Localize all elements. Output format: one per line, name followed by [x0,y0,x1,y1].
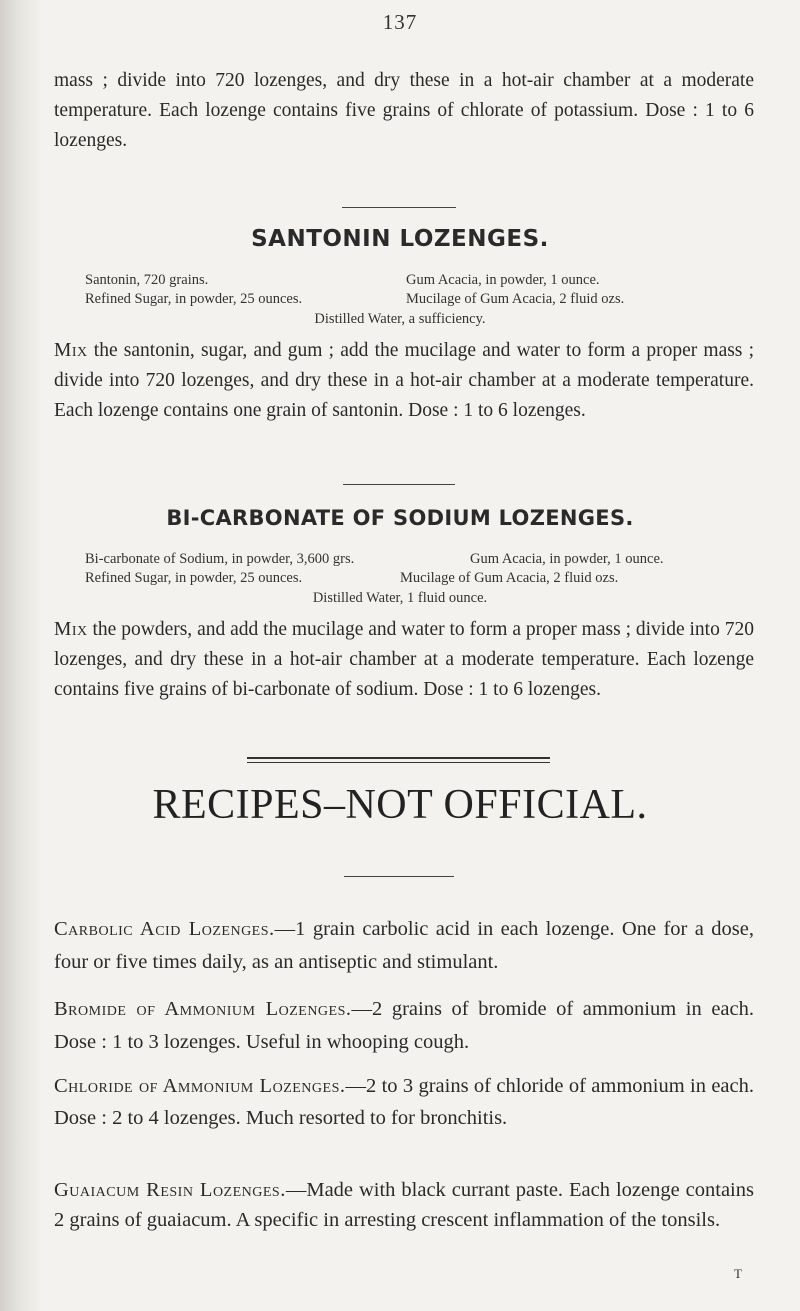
santonin-heading: SANTONIN LOZENGES. [251,226,549,252]
recipe-name: Bromide of Ammonium Lozenges. [54,998,352,1020]
recipe-text: —1 grain carbolic acid in each lozenge. One for a dose, four or five times daily, as an antiseptic and stimulant. [54,918,755,973]
page-number: 137 [382,10,418,34]
recipe-entry-carbolic [54,913,754,979]
santonin-ingredient: Distilled Water, a sufficiency. [314,311,486,327]
page-binding-shadow [0,0,42,1311]
double-rule-bottom [247,762,550,763]
recipe-name: Guaiacum Resin Lozenges. [54,1179,286,1201]
recipe-entry-guaiacum [54,1175,754,1235]
divider-rule [343,484,455,485]
method-text: the powders, and add the mucilage and water to form a proper mass ; divide into 720 lozenges, and dry these in a hot-air chamber at a moderate temperature. Each lozenge contains five grains of bi-carbonate of sodium. Dose : 1 to 6 lozenges. [54,619,754,700]
santonin-ingredient: Gum Acacia, in powder, 1 ounce. [406,272,600,288]
signature-mark: T [734,1266,742,1281]
bicarbonate-ingredient: Mucilage of Gum Acacia, 2 fluid ozs. [400,570,619,586]
method-text: the santonin, sugar, and gum ; add the mucilage and water to form a proper mass ; divide into 720 lozenges, and dry these in a hot-air chamber at a moderate temperature. Each lozenge contains one grain of santonin. Dose : 1 to 6 lozenges. [54,340,754,421]
recipe-text: —2 to 3 grains of chloride of ammonium in each. Dose : 2 to 4 lozenges. Much resorted to for bronchitis. [54,1075,754,1129]
recipe-name: Carbolic Acid Lozenges. [54,918,275,940]
bicarbonate-heading: BI-CARBONATE OF SODIUM LOZENGES. [166,506,634,530]
method-lead: Mix [54,340,88,361]
recipe-text: —Made with black currant paste. Each lozenge contains 2 grains of guaiacum. A specific in arresting crescent inflammation of the tonsils. [54,1179,754,1231]
bicarbonate-ingredient: Distilled Water, 1 fluid ounce. [312,590,488,606]
method-lead: Mix [54,619,88,640]
santonin-ingredient: Santonin, 720 grains. [85,272,209,288]
double-rule-top [247,757,550,759]
unofficial-heading: RECIPES–NOT OFFICIAL. [152,782,648,828]
santonin-method [54,336,754,426]
divider-rule [342,207,456,208]
santonin-ingredient: Mucilage of Gum Acacia, 2 fluid ozs. [406,291,625,307]
recipe-entry-chloride [54,1070,754,1134]
bicarbonate-method [54,615,754,705]
intro-paragraph: mass ; divide into 720 lozenges, and dry these in a hot-air chamber at a moderate temperature. Each lozenge contains five grains of chlorate of potassium. Dose : 1 to 6 lozenges. [54,70,754,151]
santonin-ingredient: Refined Sugar, in powder, 25 ounces. [85,291,303,307]
recipe-entry-bromide [54,993,754,1059]
bicarbonate-ingredient: Refined Sugar, in powder, 25 ounces. [85,570,303,586]
bicarbonate-ingredient: Bi-carbonate of Sodium, in powder, 3,600 grs. [85,551,355,567]
recipe-text: —2 grains of bromide of ammonium in each. Dose : 1 to 3 lozenges. Useful in whooping cough. [54,998,754,1053]
divider-rule [344,876,454,877]
bicarbonate-ingredient: Gum Acacia, in powder, 1 ounce. [470,551,664,567]
recipe-name: Chloride of Ammonium Lozenges. [54,1075,346,1097]
